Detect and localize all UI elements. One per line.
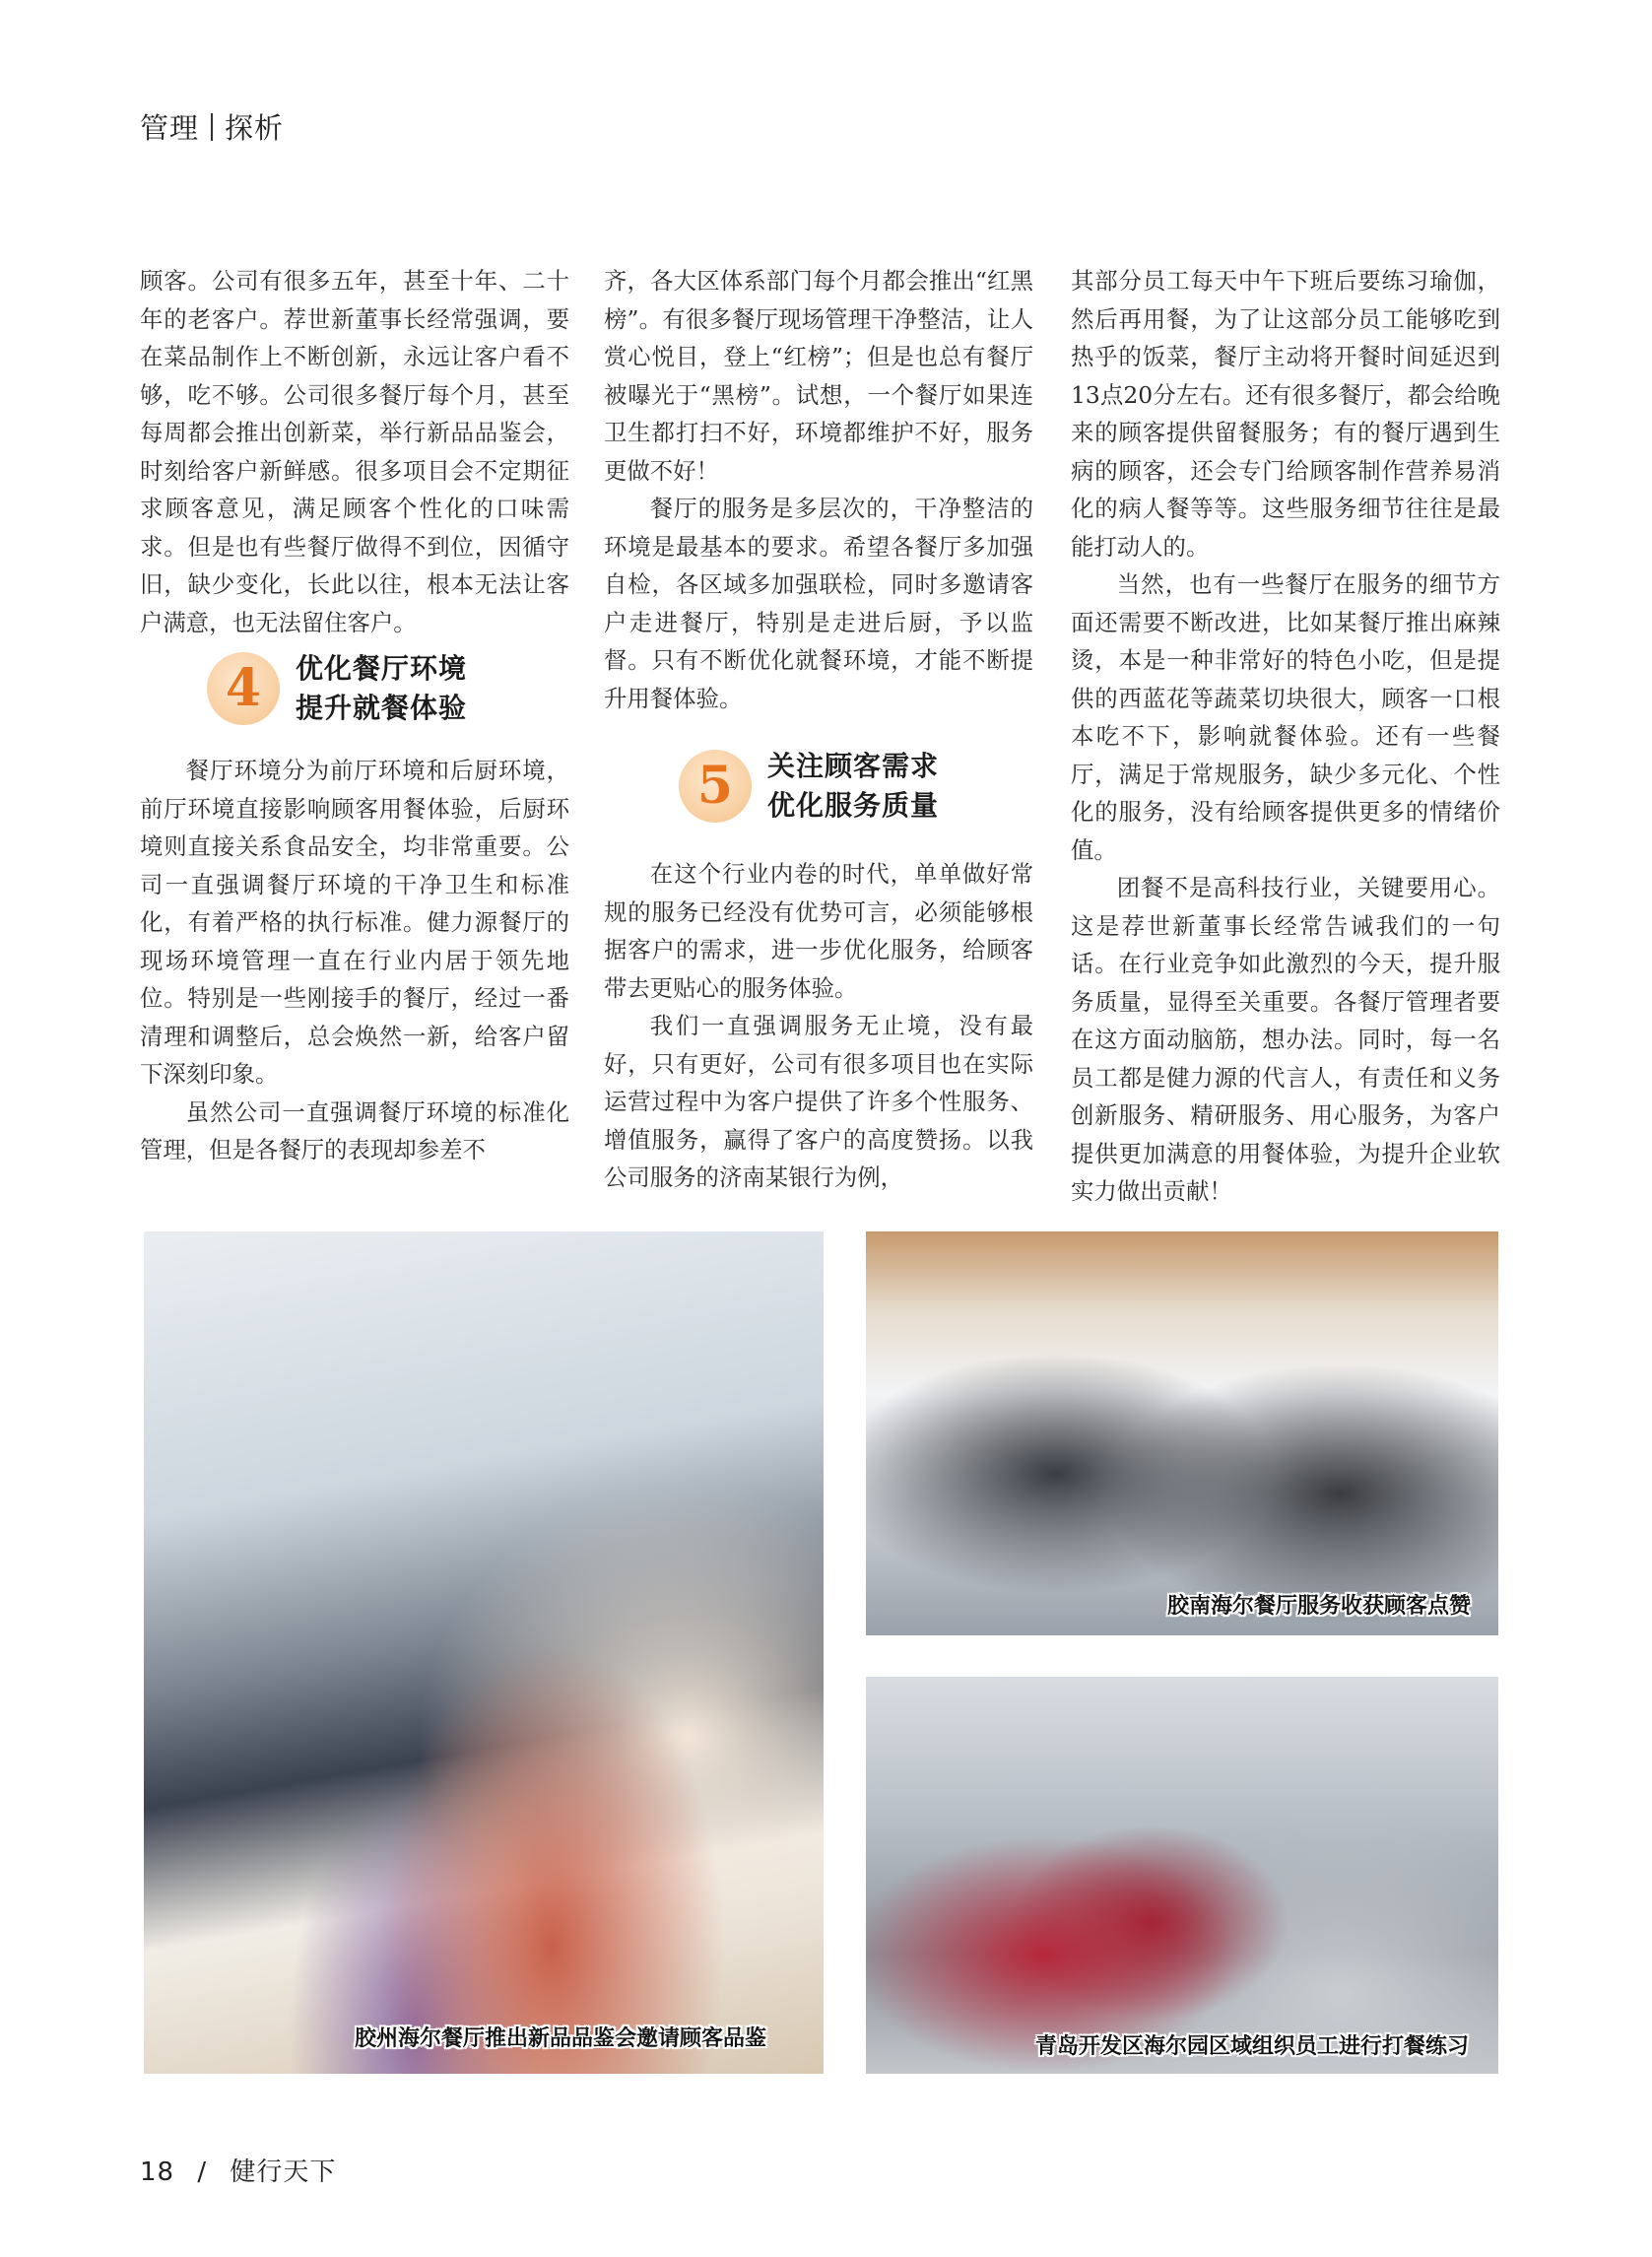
section-title-line2: 提升就餐体验 — [296, 692, 468, 724]
paragraph: 顾客。公司有很多五年，甚至十年、二十年的老客户。荐世新董事长经常强调，要在菜品制作上不断创新，永远让客户看不够，吃不够。公司很多餐厅每个月，甚至每周都会推出创新菜，举行新品品鉴会，时刻给客户新鲜感。很多项目会不定期征求顾客意见，满足顾客个性化的口味需求。但是也有些餐厅做得不到位，因循守旧，缺少变化，长此以往，根本无法让客户满意，也无法留住客户。 — [140, 267, 569, 636]
section-title-line1: 关注顾客需求 — [767, 750, 940, 782]
paragraph: 虽然公司一直强调餐厅环境的标准化管理，但是各餐厅的表现却参差不 — [140, 1097, 569, 1163]
photo-staff-thumbs-up — [866, 1231, 1498, 1635]
photo-tasting-event — [144, 1231, 824, 2074]
magazine-name: 健行天下 — [230, 2157, 337, 2187]
paragraph: 其部分员工每天中午下班后要练习瑜伽，然后再用餐，为了让这部分员工能够吃到热乎的饭菜，餐厅主动将开餐时间延迟到13点20分左右。还有很多餐厅，都会给晚来的顾客提供留餐服务；有的餐厅遇到生病的顾客，还会专门给顾客制作营养易消化的病人餐等等。这些服务细节往往是最能打动人的。 — [1071, 267, 1500, 561]
photo-caption: 青岛开发区海尔园区域组织员工进行打餐练习 — [1034, 2034, 1469, 2059]
section-number-badge: 4 — [207, 652, 280, 725]
footer-separator: / — [197, 2157, 208, 2187]
section-number-badge: 5 — [679, 750, 752, 823]
section-title-line1: 优化餐厅环境 — [296, 652, 468, 685]
article-column-3 — [1071, 262, 1500, 1211]
page-number: 18 — [140, 2157, 175, 2187]
section-title-line2: 优化服务质量 — [767, 789, 940, 822]
section-5-heading — [679, 747, 1033, 826]
header-section: 管理 — [140, 111, 200, 145]
header-divider — [211, 113, 213, 141]
paragraph: 餐厅环境分为前厅环境和后厨环境，前厅环境直接影响顾客用餐体验，后厨环境则直接关系食品安全，均非常重要。公司一直强调餐厅环境的干净卫生和标准化，有着严格的执行标准。健力源餐厅的现场环境管理一直在行业内居于领先地位。特别是一些刚接手的餐厅，经过一番清理和调整后，总会焕然一新，给客户留下深刻印象。 — [140, 757, 569, 1088]
photo-serving-practice — [866, 1677, 1498, 2074]
paragraph: 餐厅的服务是多层次的，干净整洁的环境是最基本的要求。希望各餐厅多加强自检，各区域多加强联检，同时多邀请客户走进餐厅，特别是走进后厨，予以监督。只有不断优化就餐环境，才能不断提升用餐体验。 — [604, 495, 1033, 712]
section-title — [767, 747, 939, 826]
photo-caption: 胶南海尔餐厅服务收获顾客点赞 — [1166, 1594, 1471, 1619]
header-subsection: 探析 — [225, 111, 285, 145]
page-footer — [140, 2152, 336, 2188]
paragraph: 在这个行业内卷的时代，单单做好常规的服务已经没有优势可言，必须能够根据客户的需求，进一步优化服务，给顾客带去更贴心的服务体验。 — [604, 860, 1033, 1002]
article-column-2 — [604, 262, 1033, 1197]
paragraph: 我们一直强调服务无止境，没有最好，只有更好，公司有很多项目也在实际运营过程中为客户提供了许多个性服务、增值服务，赢得了客户的高度赞扬。以我公司服务的济南某银行为例， — [604, 1012, 1033, 1191]
paragraph: 团餐不是高科技行业，关键要用心。这是荐世新董事长经常告诫我们的一句话。在行业竞争如此激烈的今天，提升服务质量，显得至关重要。各餐厅管理者要在这方面动脑筋，想办法。同时，每一名员工都是健力源的代言人，有责任和义务创新服务、精研服务、用心服务，为客户提供更加满意的用餐体验，为提升企业软实力做出贡献！ — [1071, 874, 1500, 1205]
paragraph: 齐，各大区体系部门每个月都会推出“红黑榜”。有很多餐厅现场管理干净整洁，让人赏心悦目，登上“红榜”；但是也总有餐厅被曝光于“黑榜”。试想，一个餐厅如果连卫生都打扫不好，环境都维护不好，服务更做不好！ — [604, 267, 1033, 485]
section-4-heading — [207, 649, 569, 728]
article-column-1 — [140, 262, 569, 1169]
page-header — [140, 106, 284, 147]
photo-caption: 胶州海尔餐厅推出新品品鉴会邀请顾客品鉴 — [355, 2026, 767, 2051]
paragraph: 当然，也有一些餐厅在服务的细节方面还需要不断改进，比如某餐厅推出麻辣烫，本是一种非常好的特色小吃，但是提供的西蓝花等蔬菜切块很大，顾客一口根本吃不下，影响就餐体验。还有一些餐厅，满足于常规服务，缺少多元化、个性化的服务，没有给顾客提供更多的情绪价值。 — [1071, 570, 1500, 864]
section-title — [296, 649, 467, 728]
